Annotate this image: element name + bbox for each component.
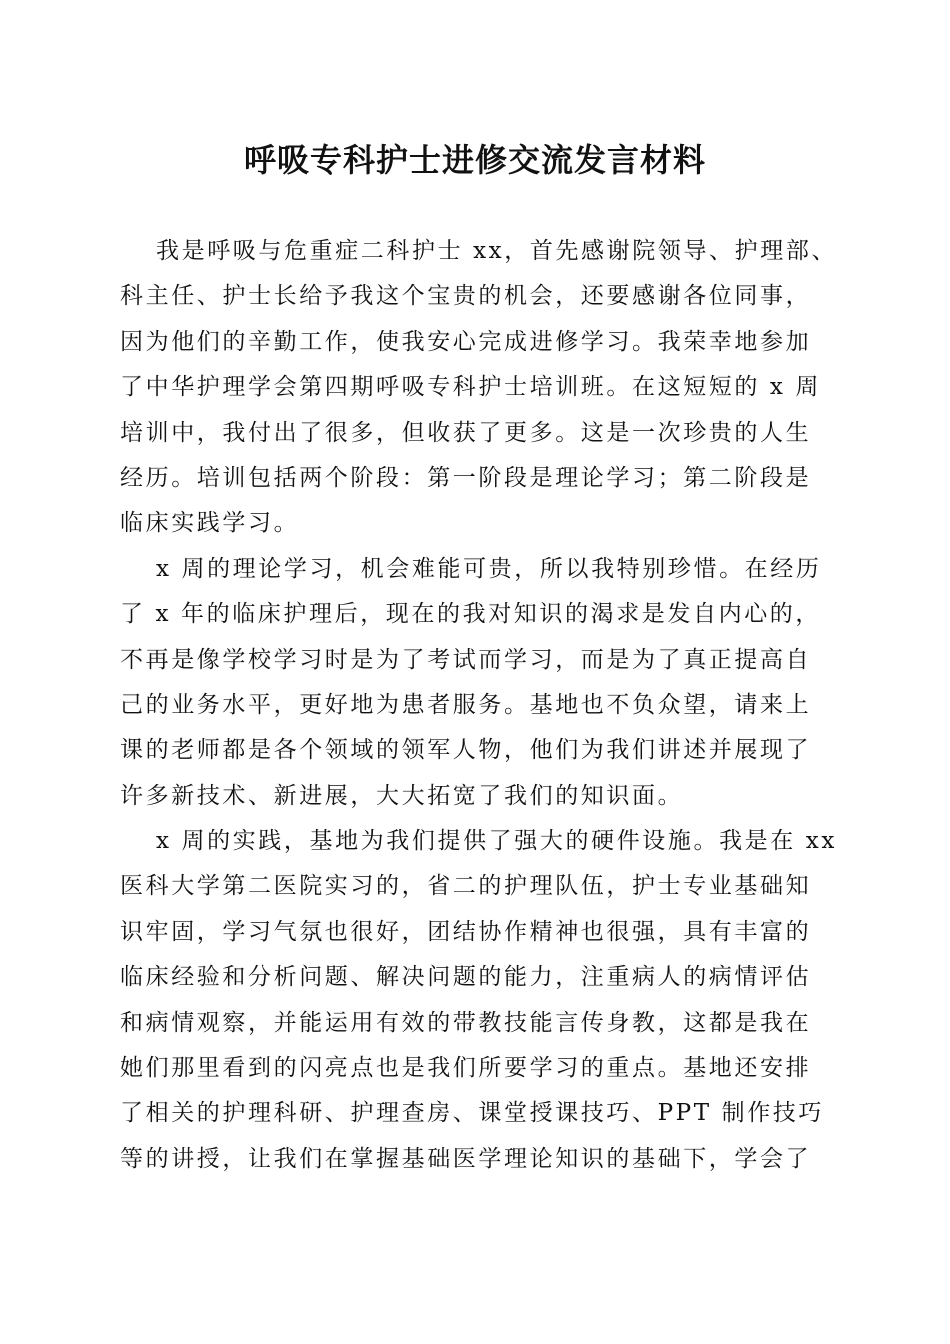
text-line: 许多新技术、新进展，大大拓宽了我们的知识面。 <box>120 782 684 809</box>
text-line: 了相关的护理科研、护理查房、课堂授课技巧、PPT 制作技巧 <box>120 1100 825 1127</box>
text-line: 等的讲授，让我们在掌握基础医学理论知识的基础下，学会了 <box>120 1145 812 1172</box>
text-line: 课的老师都是各个领域的领军人物，他们为我们讲述并展现了 <box>120 737 812 764</box>
text-line: 临床实践学习。 <box>120 510 300 537</box>
text-line: 科主任、护士长给予我这个宝贵的机会，还要感谢各位同事， <box>120 283 812 310</box>
text-line: 了 x 年的临床护理后，现在的我对知识的渴求是发自内心的， <box>120 601 821 628</box>
text-line: 识牢固，学习气氛也很好，团结协作精神也很强，具有丰富的 <box>120 918 812 945</box>
paragraph-2 <box>120 547 840 819</box>
document-body <box>120 229 840 1182</box>
text-line: 了中华护理学会第四期呼吸专科护士培训班。在这短短的 x 周 <box>120 374 821 401</box>
text-line: 不再是像学校学习时是为了考试而学习，而是为了真正提高自 <box>120 646 812 673</box>
text-line: 临床经验和分析问题、解决问题的能力，注重病人的病情评估 <box>120 964 812 991</box>
text-line: 和病情观察，并能运用有效的带教技能言传身教，这都是我在 <box>120 1009 812 1036</box>
text-line: x 周的实践，基地为我们提供了强大的硬件设施。我是在 xx <box>156 828 837 855</box>
paragraph-1 <box>120 229 840 547</box>
text-line: 医科大学第二医院实习的，省二的护理队伍，护士专业基础知 <box>120 873 812 900</box>
text-line: 培训中，我付出了很多，但收获了更多。这是一次珍贵的人生 <box>120 419 812 446</box>
paragraph-3 <box>120 819 840 1182</box>
text-line: 经历。培训包括两个阶段：第一阶段是理论学习；第二阶段是 <box>120 464 812 491</box>
text-line: 己的业务水平，更好地为患者服务。基地也不负众望，请来上 <box>120 691 812 718</box>
text-line: 因为他们的辛勤工作，使我安心完成进修学习。我荣幸地参加 <box>120 328 812 355</box>
text-line: 她们那里看到的闪亮点也是我们所要学习的重点。基地还安排 <box>120 1055 812 1082</box>
text-line: 我是呼吸与危重症二科护士 xx，首先感谢院领导、护理部、 <box>156 238 838 264</box>
text-line: x 周的理论学习，机会难能可贵，所以我特别珍惜。在经历 <box>156 555 822 582</box>
document-title: 呼吸专科护士进修交流发言材料 <box>243 141 706 179</box>
